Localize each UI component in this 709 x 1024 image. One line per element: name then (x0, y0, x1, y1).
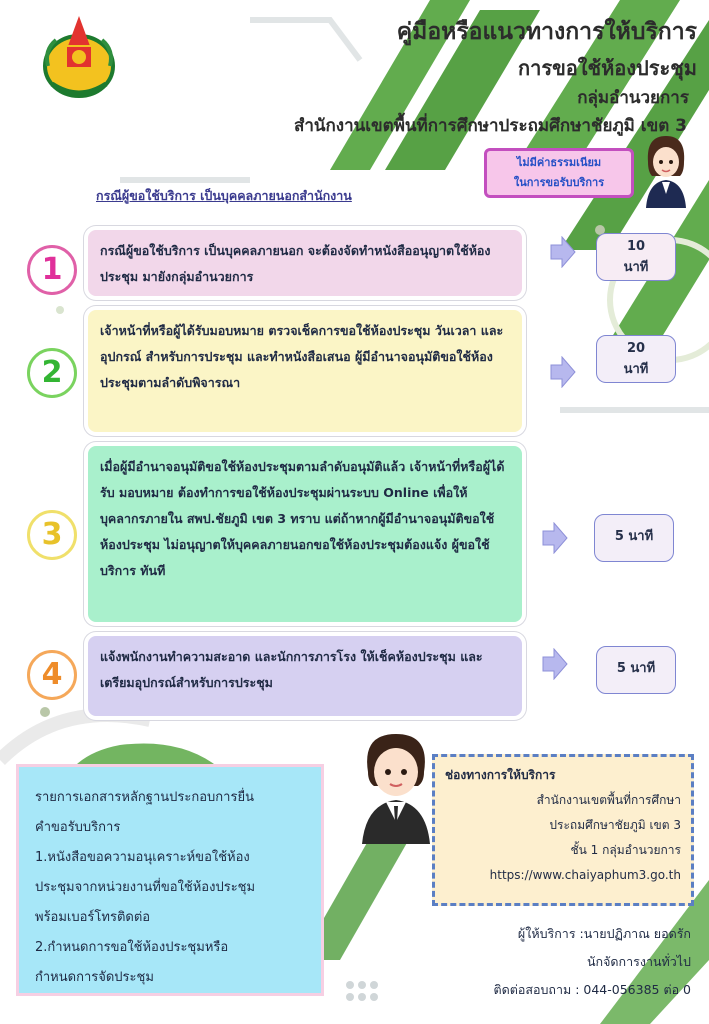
channels-line-2: ประถมศึกษาชัยภูมิ เขต 3 (549, 818, 681, 832)
arrow-right-icon (550, 356, 576, 388)
no-fee-line1: ไม่มีค่าธรรมเนียม (516, 156, 602, 169)
step-4-time: 5 นาที (596, 646, 676, 694)
contact-phone: ติดต่อสอบถาม : 044-056385 ต่อ 0 (493, 982, 691, 997)
step-number-3: 3 (27, 510, 77, 560)
department-name: กลุ่มอำนวยการ (577, 88, 689, 108)
documents-title-2: คำขอรับบริการ (35, 820, 121, 835)
no-fee-line2: ในการขอรับบริการ (513, 176, 605, 189)
provider-position: นักจัดการงานทั่วไป (586, 954, 691, 969)
step-1-time (596, 233, 676, 281)
channels-url[interactable]: https://www.chaiyaphum3.go.th (489, 868, 681, 882)
step-3-box: เมื่อผู้มีอำนาจอนุมัติขอใช้ห้องประชุมตามลำดับอนุมัติแล้ว เจ้าหน้าที่หรือผู้ได้รับ มอบหมาย ต้องทำการขอใช้ห้องประชุมผ่านระบบ Online เพื่อให้บุคลากรภายใน สพป.ชัยภูมิ เขต 3 ทราบ แต่ถ้าหากผู้มีอำนาจอนุมัติขอใช้ห้องประชุม ไม่อนุญาตให้บุคคลภายนอกขอใช้ห้องประชุมต้องแจ้ง ผู้ขอใช้บริการ ทันที (84, 442, 526, 626)
step-number-4: 4 (27, 650, 77, 700)
page-subtitle: การขอใช้ห้องประชุม (517, 56, 697, 80)
step-1-box: กรณีผู้ขอใช้บริการ เป็นบุคคลภายนอก จะต้องจัดทำหนังสืออนุญาตใช้ห้องประชุม มายังกลุ่มอำนวยการ (84, 226, 526, 300)
page-title: คู่มือหรือแนวทางการให้บริการ (396, 19, 697, 45)
arrow-right-icon (550, 236, 576, 268)
case-heading: กรณีผู้ขอใช้บริการ เป็นบุคคลภายนอกสำนักงาน (96, 188, 352, 203)
document-item-1-line1: 1.หนังสือขอความอนุเคราะห์ขอใช้ห้อง (35, 850, 250, 865)
channels-line-3: ชั้น 1 กลุ่มอำนวยการ (570, 843, 681, 857)
channels-title: ช่องทางการให้บริการ (445, 768, 556, 782)
document-item-2-line2: กำหนดการจัดประชุม (35, 970, 154, 985)
office-name: สำนักงานเขตพื้นที่การศึกษาประถมศึกษาชัยภูมิ เขต 3 (293, 116, 687, 136)
document-item-2-line1: 2.กำหนดการขอใช้ห้องประชุมหรือ (35, 940, 229, 955)
step-1-time-value: 10 (626, 239, 646, 254)
step-2-box: เจ้าหน้าที่หรือผู้ได้รับมอบหมาย ตรวจเช็คการขอใช้ห้องประชุม วันเวลา และอุปกรณ์ สำหรับการประชุม และทำหนังสือเสนอ ผู้มีอำนาจอนุมัติขอใช้ห้องประชุมตามลำดับพิจารณา (84, 306, 526, 436)
document-item-1-line2: ประชุมจากหน่วยงานที่ขอใช้ห้องประชุม (35, 880, 256, 895)
step-1-time-unit: นาที (623, 260, 649, 275)
arrow-right-icon (542, 648, 568, 680)
step-number-1: 1 (27, 245, 77, 295)
provider-name: ผู้ให้บริการ :นายปฏิภาณ ยอดรัก (517, 926, 691, 941)
step-number-2: 2 (27, 348, 77, 398)
staff-avatar-female (640, 132, 692, 208)
document-item-1-line3: พร้อมเบอร์โทรติดต่อ (35, 910, 151, 925)
step-2-time-unit: นาที (623, 362, 649, 377)
service-channels-box (432, 754, 694, 906)
step-3-time: 5 นาที (594, 514, 674, 562)
step-4-box: แจ้งพนักงานทำความสะอาด และนักการภารโรง ให้เช็คห้องประชุม และเตรียมอุปกรณ์สำหรับการประชุม (84, 632, 526, 720)
documents-title-1: รายการเอกสารหลักฐานประกอบการยื่น (35, 790, 254, 805)
arrow-right-icon (542, 522, 568, 554)
step-2-time-value: 20 (626, 341, 646, 356)
staff-avatar-male (350, 726, 442, 844)
required-documents-box (16, 764, 324, 996)
school-emblem-logo (40, 10, 118, 102)
no-fee-badge (484, 148, 634, 198)
step-2-time (596, 335, 676, 383)
channels-line-1: สำนักงานเขตพื้นที่การศึกษา (536, 793, 681, 807)
